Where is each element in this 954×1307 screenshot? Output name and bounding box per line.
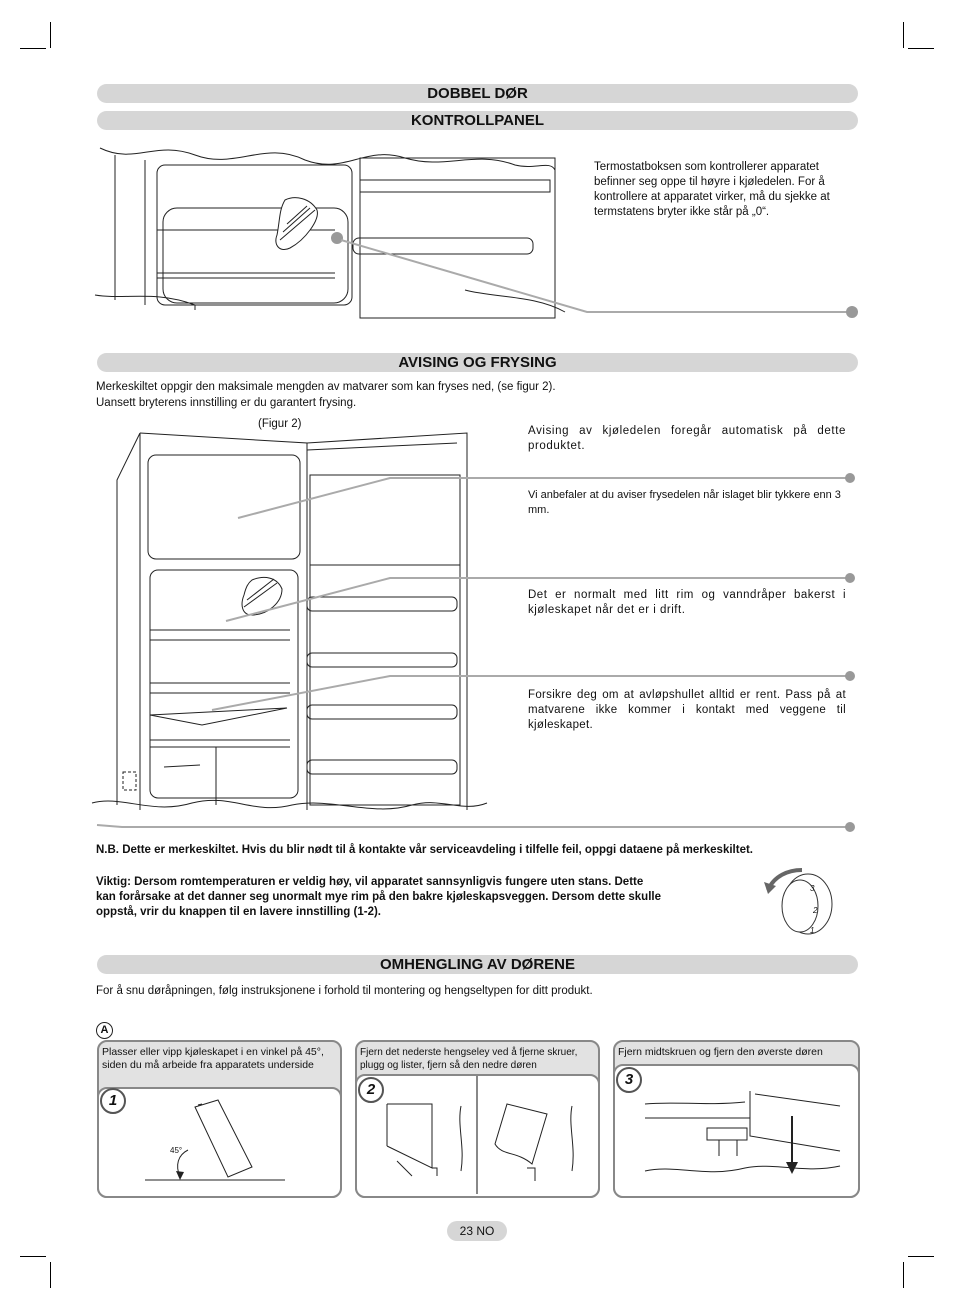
- step-3-text: Fjern midtskruen og fjern den øverste døren: [618, 1046, 823, 1058]
- dial-mark-1: 1: [810, 926, 815, 935]
- crop-mark: [908, 48, 934, 49]
- step-3-number: 3: [616, 1067, 642, 1093]
- step-2-number: 2: [358, 1077, 384, 1103]
- step-1-text: Plasser eller vipp kjøleskapet i en vinkel på 45°, siden du må arbeide fra apparatets underside: [102, 1046, 324, 1071]
- dial-mark-2: 2: [813, 906, 818, 915]
- callout-3: Det er normalt med litt rim og vanndråper bakerst i kjøleskapet når det er i drift.: [528, 589, 846, 616]
- crop-mark: [903, 1262, 904, 1288]
- step-1-number: 1: [100, 1088, 126, 1114]
- crop-mark: [20, 1256, 46, 1257]
- callout-2: Vi anbefaler at du aviser frysedelen når islaget blir tykkere enn 3 mm.: [528, 489, 841, 516]
- page-number: 23 NO: [447, 1221, 507, 1241]
- callout-1: Avising av kjøledelen foregår automatisk på dette produktet.: [528, 425, 846, 452]
- nb-note: N.B. Dette er merkeskiltet. Hvis du blir nødt til å kontakte vår serviceavdeling i tilfelle feil, oppgi dataene på merkeskiltet.: [96, 844, 753, 856]
- step-1-angle: 45°: [170, 1146, 183, 1155]
- rehang-intro: For å snu døråpningen, følg instruksjonene i forhold til montering og hengseltypen for ditt produkt.: [96, 985, 593, 997]
- callout-4: Forsikre deg om at avløpshullet alltid er rent. Pass på at matvarene ikke kommer i kontakt med veggene til kjøleskapet.: [528, 689, 846, 731]
- crop-mark: [903, 22, 904, 48]
- control-panel-text: Termostatboksen som kontrollerer apparatet befinner seg oppe til høyre i kjøledelen. For å kontrollere at apparatet virker, må du sjekke at termstatens bryter ikke står på „0“.: [594, 161, 830, 218]
- crop-mark: [50, 22, 51, 48]
- section-title-defrost: AVISING OG FRYSING: [97, 353, 858, 372]
- crop-mark: [50, 1262, 51, 1288]
- section-title-double-door: DOBBEL DØR: [97, 84, 858, 103]
- important-line1: Viktig: Dersom romtemperaturen er veldig høy, vil apparatet sannsynligvis fungere uten stans. Dette: [96, 876, 644, 888]
- step-2-illustration: [357, 1076, 597, 1194]
- defrost-intro-line2: Uansett bryterens innstilling er du garantert frysing.: [96, 397, 357, 409]
- step-2-text: Fjern det nederste hengseley ved å fjerne skruer, plugg og lister, fjern så den nedre døren: [360, 1047, 578, 1071]
- section-title-rehang: OMHENGLING AV DØRENE: [97, 955, 858, 974]
- step-1-illustration: [140, 1095, 310, 1190]
- step-3-illustration: [615, 1066, 855, 1194]
- dial-mark-3: 3: [810, 884, 815, 893]
- important-line2: kan forårsake at det danner seg unormalt mye rim på den bakre kjøleskapsveggen. Dersom dette skulle: [96, 891, 661, 903]
- crop-mark: [908, 1256, 934, 1257]
- figure-label: (Figur 2): [258, 418, 302, 430]
- important-line3: oppstå, vrir du knappen til en lavere innstilling (1-2).: [96, 906, 381, 918]
- crop-mark: [20, 48, 46, 49]
- section-title-control-panel: KONTROLLPANEL: [97, 111, 858, 130]
- fridge-illustration: [92, 425, 862, 835]
- variant-label: A: [96, 1022, 113, 1039]
- defrost-intro-line1: Merkeskiltet oppgir den maksimale mengden av matvarer som kan fryses ned, (se figur 2).: [96, 381, 556, 393]
